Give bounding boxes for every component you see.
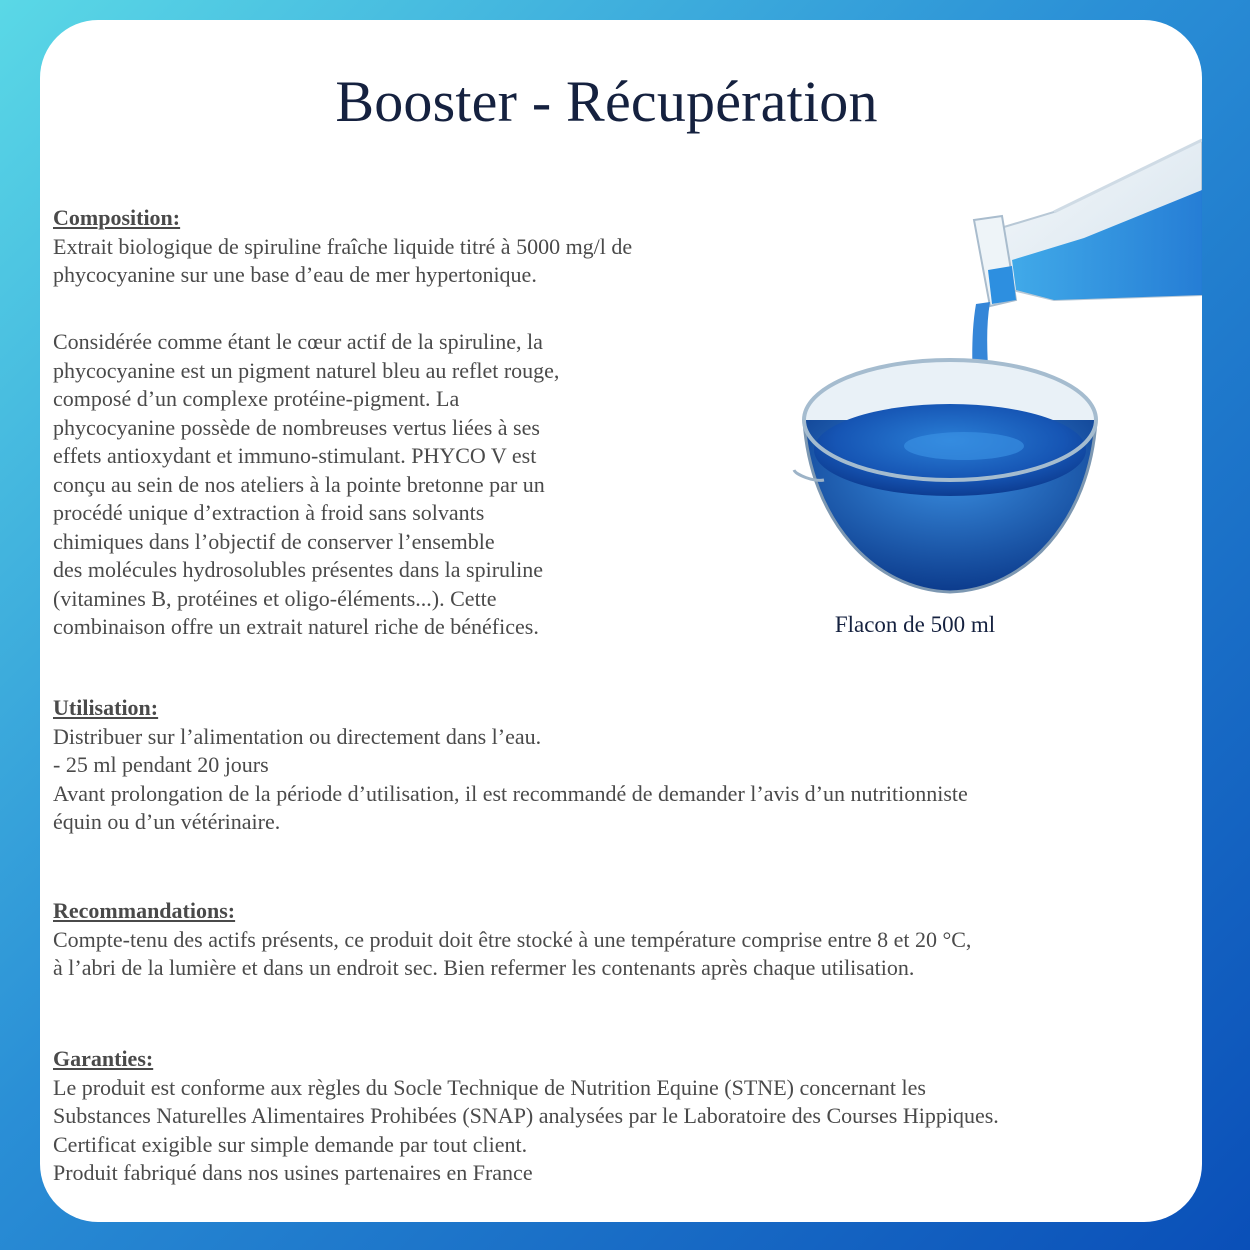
recommandations-line: Compte-tenu des actifs présents, ce produit doit être stocké à une température comprise entre 8 et 20 °C,	[53, 926, 972, 952]
utilisation-line: Distribuer sur l’alimentation ou directement dans l’eau.	[53, 723, 542, 749]
beaker-illustration	[754, 120, 1202, 610]
description-line: phycocyanine possède de nombreuses vertus liées à ses	[53, 414, 540, 440]
description-line: combinaison offre un extrait naturel riche de bénéfices.	[53, 614, 539, 639]
composition-line: Extrait biologique de spiruline fraîche liquide titré à 5000 mg/l de	[53, 233, 633, 259]
description-section	[53, 328, 693, 642]
garanties-heading: Garanties:	[53, 1046, 154, 1071]
page-title: Booster - Récupération	[335, 69, 878, 134]
garanties-section	[53, 1045, 1173, 1188]
garanties-line: Le produit est conforme aux règles du Socle Technique de Nutrition Equine (STNE) concernant les	[53, 1074, 926, 1100]
description-line: Considérée comme étant le cœur actif de la spiruline, la	[53, 329, 543, 354]
flask-icon	[974, 140, 1202, 306]
description-line: des molécules hydrosolubles présentes dans la spiruline	[53, 557, 544, 582]
recommandations-line: à l’abri de la lumière et dans un endroit sec. Bien refermer les contenants après chaque utilisation.	[53, 955, 915, 980]
utilisation-line: - 25 ml pendant 20 jours	[53, 752, 269, 777]
utilisation-line: équin ou d’un vétérinaire.	[53, 809, 281, 834]
image-caption: Flacon de 500 ml	[834, 612, 996, 637]
description-line: conçu au sein de nos ateliers à la pointe bretonne par un	[53, 471, 545, 497]
product-card	[40, 20, 1202, 1222]
composition-heading: Composition:	[53, 205, 181, 230]
utilisation-section	[53, 694, 1173, 837]
utilisation-line: Avant prolongation de la période d’utilisation, il est recommandé de demander l’avis d’un nutritionniste	[53, 780, 968, 806]
composition-section	[53, 204, 773, 290]
utilisation-heading: Utilisation:	[53, 695, 159, 720]
description-line: procédé unique d’extraction à froid sans solvants	[53, 500, 485, 525]
recommandations-section	[53, 897, 1173, 983]
description-line: chimiques dans l’objectif de conserver l’ensemble	[53, 528, 495, 554]
description-line: phycocyanine est un pigment naturel bleu au reflet rouge,	[53, 357, 560, 383]
pouring-beaker-image	[754, 120, 1202, 610]
description-line: (vitamines B, protéines et oligo-éléments...). Cette	[53, 585, 497, 611]
garanties-line: Certificat exigible sur simple demande par tout client.	[53, 1131, 528, 1157]
description-line: effets antioxydant et immuno-stimulant. PHYCO V est	[53, 443, 537, 468]
recommandations-heading: Recommandations:	[53, 898, 236, 923]
garanties-line: Produit fabriqué dans nos usines partenaires en France	[53, 1160, 533, 1185]
description-line: composé d’un complexe protéine-pigment. La	[53, 386, 460, 411]
bowl-icon	[794, 360, 1096, 592]
composition-line: phycocyanine sur une base d’eau de mer hypertonique.	[53, 262, 537, 287]
garanties-line: Substances Naturelles Alimentaires Prohibées (SNAP) analysées par le Laboratoire des Courses Hippiques.	[53, 1103, 999, 1128]
